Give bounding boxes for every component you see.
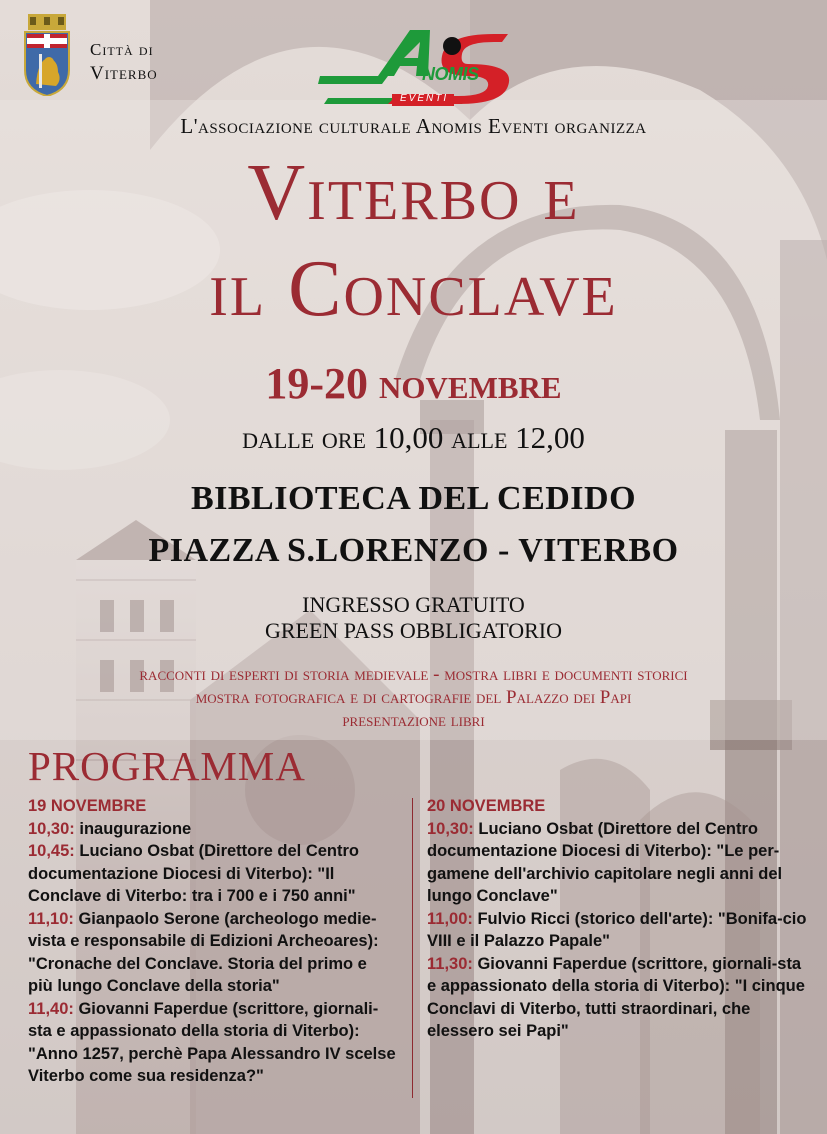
schedule-text: Giovanni Faperdue (scrittore, giornali-sta e appassionato della storia di Viterbo): "Anno 1257, perchè Papa Alessandro IV scelse Viterbo come sua residenza?" bbox=[28, 999, 396, 1085]
title-line1: Viterbo e bbox=[247, 149, 580, 237]
venue-address: PIAZZA S.LORENZO - VITERBO bbox=[148, 532, 679, 569]
schedule-text: Fulvio Ricci (storico dell'arte): "Bonifa-cio VIII e il Palazzo Papale" bbox=[427, 909, 807, 950]
day1-label: 19 NOVEMBRE bbox=[28, 797, 147, 815]
venue-name: BIBLIOTECA DEL CEDIDO bbox=[190, 480, 637, 517]
schedule-text: Giovanni Faperdue (scrittore, giornali-sta e appassionato della storia di Viterbo): "I cinque Conclavi di Viterbo, tutti straordinari, che elessero sei Papi" bbox=[427, 954, 805, 1040]
activities-line3: presentazione libri bbox=[342, 710, 485, 731]
column-divider bbox=[412, 798, 413, 1098]
title-line2: il Conclave bbox=[209, 245, 618, 333]
schedule-text: inaugurazione bbox=[79, 819, 192, 838]
programma-heading: PROGRAMMA bbox=[28, 743, 306, 789]
anomis-eventi-logo bbox=[318, 24, 513, 106]
logo-text: NOMIS bbox=[422, 64, 479, 84]
activities-line2: mostra fotografica e di cartografie del Palazzo dei Papi bbox=[195, 687, 632, 708]
organizer-line: L'associazione culturale Anomis Eventi organizza bbox=[180, 114, 647, 138]
schedule-item bbox=[28, 818, 396, 841]
schedule-item bbox=[427, 818, 807, 908]
viterbo-crest-icon bbox=[22, 14, 72, 96]
schedule-time: 11,10: bbox=[28, 909, 74, 928]
schedule-text: Gianpaolo Serone (archeologo medie-vista e responsabile di Edizioni Archeoares): "Cronache del Conclave. Storia del primo e più lungo Conclave della storia" bbox=[28, 909, 379, 995]
schedule-time: 11,40: bbox=[28, 999, 74, 1018]
schedule-time: 11,00: bbox=[427, 909, 473, 928]
schedule-day2 bbox=[427, 795, 807, 1043]
event-hours: dalle ore 10,00 alle 12,00 bbox=[242, 420, 585, 455]
event-dates: 19-20 novembre bbox=[265, 359, 562, 408]
schedule-day1 bbox=[28, 795, 396, 1088]
schedule-item bbox=[28, 998, 396, 1088]
schedule-text: Luciano Osbat (Direttore del Centro documentazione Diocesi di Viterbo): "Il Conclave di Viterbo: tra i 700 e i 750 anni" bbox=[28, 842, 360, 905]
schedule-text: Luciano Osbat (Direttore del Centro documentazione Diocesi di Viterbo): "Le per-gamene dell'archivio capitolare negli anni del lungo Conclave" bbox=[427, 819, 783, 905]
entry-free: INGRESSO GRATUITO bbox=[302, 592, 525, 617]
logo-subtitle: EVENTI bbox=[400, 93, 449, 104]
schedule-time: 10,30: bbox=[427, 819, 474, 838]
schedule-item bbox=[28, 840, 396, 908]
schedule-time: 10,45: bbox=[28, 842, 75, 860]
schedule-item bbox=[28, 908, 396, 998]
entry-green-pass: GREEN PASS OBBLIGATORIO bbox=[264, 618, 563, 643]
schedule-time: 11,30: bbox=[427, 954, 473, 973]
schedule-item bbox=[427, 908, 807, 953]
city-label-line2: Viterbo bbox=[90, 63, 158, 84]
day2-label: 20 NOVEMBRE bbox=[427, 797, 546, 815]
activities-line1: racconti di esperti di storia medievale - mostra libri e documenti storici bbox=[139, 664, 688, 685]
city-label-line1: Città di bbox=[90, 40, 154, 59]
city-label bbox=[90, 38, 158, 86]
schedule-time: 10,30: bbox=[28, 819, 75, 838]
schedule-item bbox=[427, 953, 807, 1043]
